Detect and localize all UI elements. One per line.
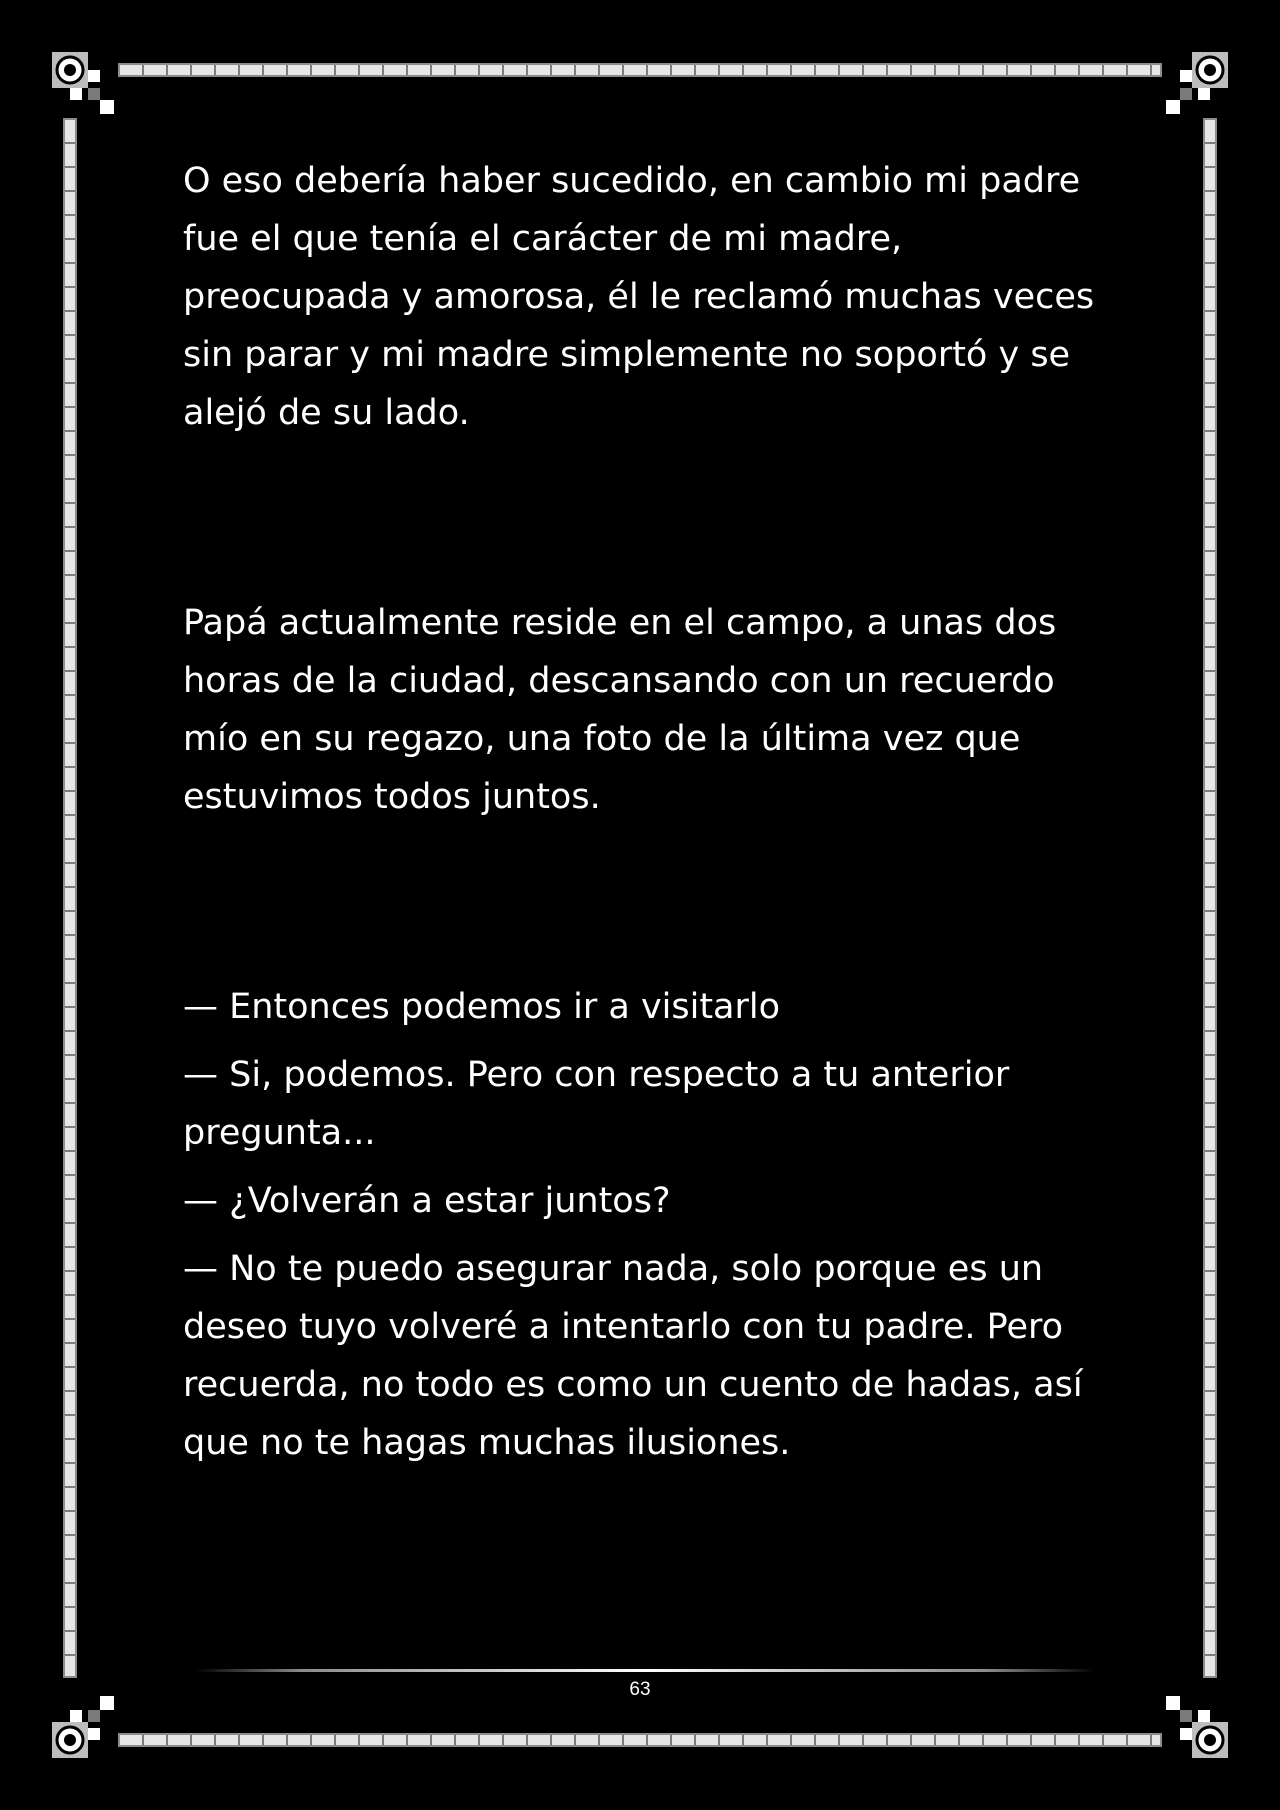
footer-divider [195,1669,1095,1672]
frame-right-border [1203,118,1217,1678]
dialogue-line: — Si, podemos. Pero con respecto a tu anterior pregunta... [183,1055,1010,1153]
dialogue-line: — No te puedo asegurar nada, solo porque es un deseo tuyo volveré a intentarlo con tu padre. Pero recuerda, no todo es como un cuento de hadas, así que no te hagas muchas ilusiones. [183,1249,1083,1463]
paragraph: Papá actualmente reside en el campo, a unas dos horas de la ciudad, descansando con un recuerdo mío en su regazo, una foto de la última vez que estuvimos todos juntos. [183,603,1057,817]
page-body-text [183,152,1103,1482]
frame-left-border [63,118,77,1678]
frame-top-border [118,63,1162,77]
dialogue-line: — Entonces podemos ir a visitarlo [183,987,781,1027]
page-number: 63 [629,1679,651,1700]
dialogue-line: — ¿Volverán a estar juntos? [183,1181,671,1221]
paragraph: O eso debería haber sucedido, en cambio mi padre fue el que tenía el carácter de mi madre, preocupada y amorosa, él le reclamó muchas veces sin parar y mi madre simplemente no soportó y se alejó de su lado. [183,161,1095,433]
corner-ornament-icon [1160,50,1230,120]
frame-bottom-border [118,1733,1162,1747]
corner-ornament-icon [50,50,120,120]
